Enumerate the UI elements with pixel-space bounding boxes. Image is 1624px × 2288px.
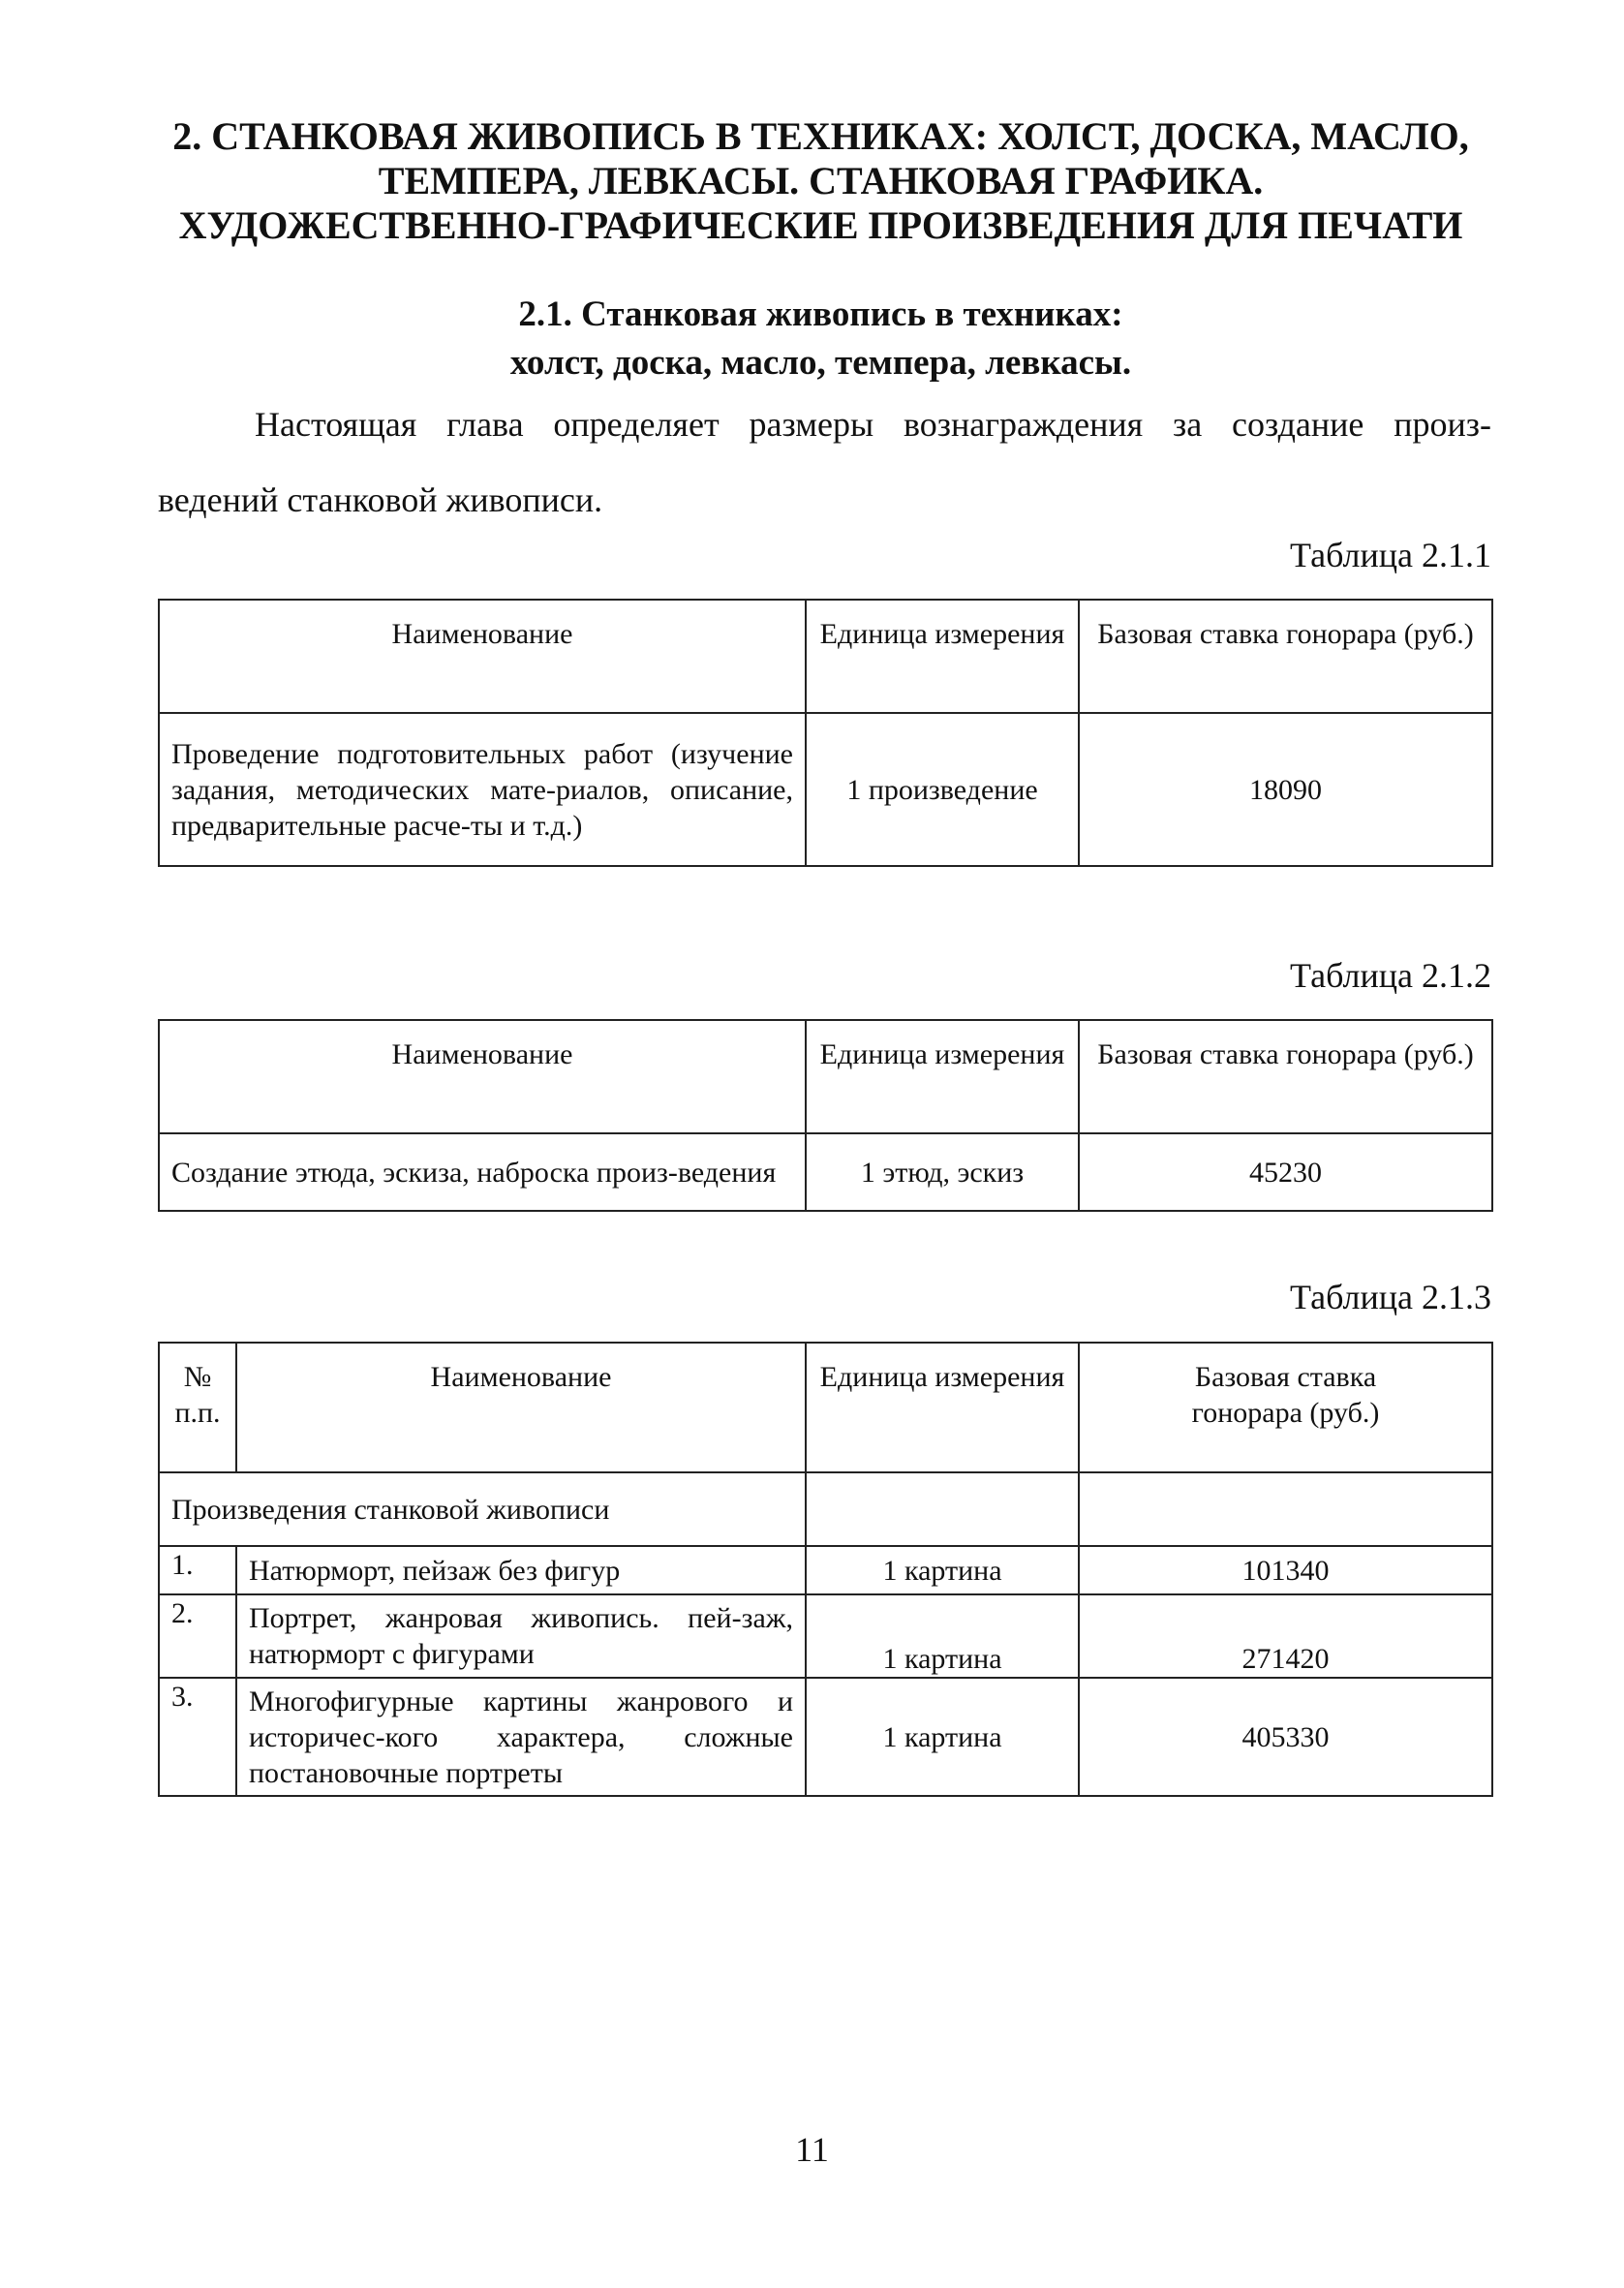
table-row: [159, 1546, 1492, 1594]
column-header-name: Наименование: [159, 1020, 806, 1133]
section-heading-line-2: холст, доска, масло, темпера, левкасы.: [509, 343, 1132, 383]
cell-unit: 1 картина: [806, 1594, 1079, 1678]
table-caption-2-1-2: Таблица 2.1.2: [1290, 956, 1491, 995]
table-caption-2-1-1: Таблица 2.1.1: [1290, 536, 1491, 574]
column-header-name: Наименование: [236, 1343, 806, 1472]
cell-number: 2.: [159, 1594, 236, 1678]
cell-name: Проведение подготовительных работ (изучение задания, методических мате-риалов, описание, предварительные расче-ты и т.д.): [159, 713, 806, 866]
cell-number: 3.: [159, 1678, 236, 1796]
column-header-unit: Единица измерения: [806, 1020, 1079, 1133]
cell-name: Создание этюда, эскиза, наброска произ-ведения: [159, 1133, 806, 1211]
table-caption-2-1-3: Таблица 2.1.3: [1290, 1278, 1491, 1316]
group-unit-cell: [806, 1472, 1079, 1546]
cell-unit: 1 картина: [806, 1546, 1079, 1594]
section-heading-line-1: 2.1. Станковая живопись в техниках:: [518, 294, 1123, 334]
cell-name: Натюрморт, пейзаж без фигур: [236, 1546, 806, 1594]
table-row: [159, 1678, 1492, 1796]
chapter-heading-line-1: 2. СТАНКОВАЯ ЖИВОПИСЬ В ТЕХНИКАХ: ХОЛСТ, ДОСКА, МАСЛО,: [172, 114, 1469, 158]
column-header-unit: Единица измерения: [806, 600, 1079, 713]
cell-rate: 101340: [1079, 1546, 1492, 1594]
table-row: [159, 1594, 1492, 1678]
chapter-heading-line-3: ХУДОЖЕСТВЕННО-ГРАФИЧЕСКИЕ ПРОИЗВЕДЕНИЯ ДЛЯ ПЕЧАТИ: [178, 203, 1463, 247]
table-header-row: [159, 1020, 1492, 1133]
cell-rate: 18090: [1079, 713, 1492, 866]
cell-rate: 45230: [1079, 1133, 1492, 1211]
table-2-1-3: [158, 1342, 1493, 1797]
table-2-1-2: [158, 1019, 1493, 1212]
column-header-rate: Базовая ставка гонорара (руб.): [1079, 600, 1492, 713]
table-header-row: [159, 600, 1492, 713]
section-heading: [291, 291, 1351, 387]
chapter-heading-line-2: ТЕМПЕРА, ЛЕВКАСЫ. СТАНКОВАЯ ГРАФИКА.: [378, 159, 1264, 202]
column-header-name: Наименование: [159, 600, 806, 713]
page-number: 11: [795, 2130, 829, 2169]
column-header-rate: Базовая ставка гонорара (руб.): [1079, 1343, 1492, 1472]
intro-paragraph: [158, 405, 1491, 519]
cell-unit: 1 картина: [806, 1678, 1079, 1796]
chapter-heading: [145, 114, 1496, 248]
intro-line-1: Настоящая глава определяет размеры вознаграждения за создание произ-: [255, 405, 1491, 444]
cell-unit: 1 произведение: [806, 713, 1079, 866]
cell-rate: 405330: [1079, 1678, 1492, 1796]
table-group-row: [159, 1472, 1492, 1546]
intro-line-2: ведений станковой живописи.: [158, 480, 603, 519]
column-header-unit: Единица измерения: [806, 1343, 1079, 1472]
table-header-row: [159, 1343, 1492, 1472]
table-2-1-1: [158, 599, 1493, 867]
group-label: Произведения станковой живописи: [159, 1472, 806, 1546]
cell-name: Портрет, жанровая живопись. пей-заж, натюрморт с фигурами: [236, 1594, 806, 1678]
table-row: [159, 713, 1492, 866]
cell-number: 1.: [159, 1546, 236, 1594]
cell-name: Многофигурные картины жанрового и историчес-кого характера, сложные постановочные портреты: [236, 1678, 806, 1796]
column-header-number: № п.п.: [159, 1343, 236, 1472]
cell-unit: 1 этюд, эскиз: [806, 1133, 1079, 1211]
column-header-rate: Базовая ставка гонорара (руб.): [1079, 1020, 1492, 1133]
table-row: [159, 1133, 1492, 1211]
cell-rate: 271420: [1079, 1594, 1492, 1678]
group-rate-cell: [1079, 1472, 1492, 1546]
